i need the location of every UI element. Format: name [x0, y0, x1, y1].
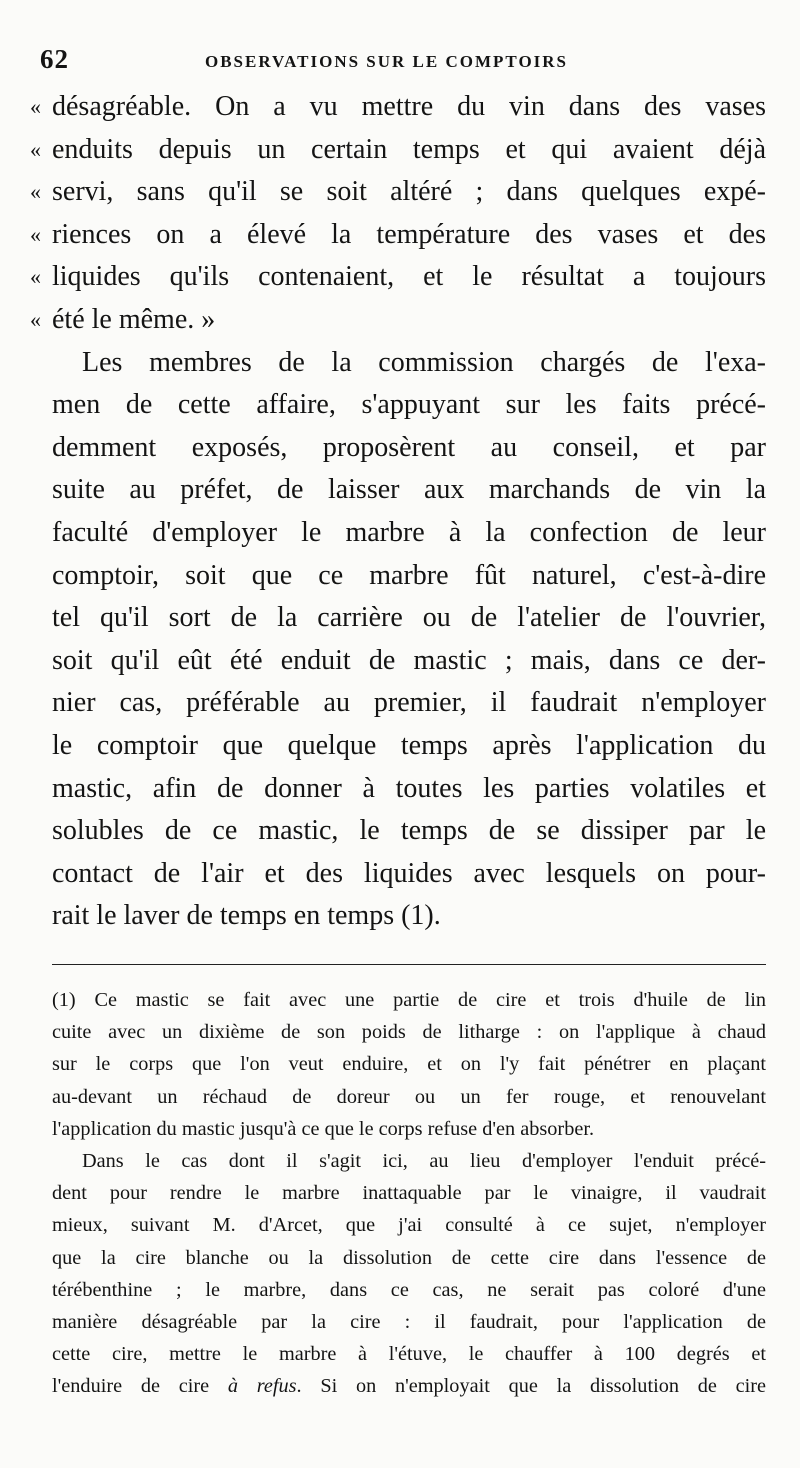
paragraph-line: mastic, afin de donner à toutes les parties volatiles et — [52, 772, 766, 804]
footnote-divider — [52, 964, 766, 965]
paragraph-line: faculté d'employer le marbre à la confection de leur — [52, 516, 766, 548]
footnote-line: cuite avec un dixième de son poids de litharge : on l'applique à chaud — [52, 1021, 766, 1044]
footnote-line: (1) Ce mastic se fait avec une partie de cire et trois d'huile de lin — [52, 989, 766, 1011]
quote-line: « été le même. » — [52, 299, 766, 342]
paragraph-line: tel qu'il sort de la carrière ou de l'atelier de l'ouvrier, — [52, 602, 766, 634]
page-header — [40, 40, 770, 80]
footnote-line: mieux, suivant M. d'Arcet, que j'ai consulté à ce sujet, n'employer — [52, 1214, 766, 1237]
paragraph-line: suite au préfet, de laisser aux marchands de vin la — [52, 474, 766, 506]
footnote — [52, 984, 766, 1403]
paragraph-line: soit qu'il eût été enduit de mastic ; mais, dans ce der- — [52, 644, 766, 676]
paragraph-line: contact de l'air et des liquides avec lesquels on pour- — [52, 857, 766, 889]
quote-mark: « — [30, 179, 41, 205]
paragraph-line: comptoir, soit que ce marbre fût naturel, c'est-à-dire — [52, 559, 766, 591]
footnote-line: que la cire blanche ou la dissolution de cette cire dans l'essence de — [52, 1246, 766, 1269]
paragraph-line: solubles de ce mastic, le temps de se dissiper par le — [52, 815, 766, 847]
quote-mark: « — [30, 221, 41, 247]
quote-line: « enduits depuis un certain temps et qui avaient déjà — [52, 129, 766, 172]
paragraph-line: le comptoir que quelque temps après l'application du — [52, 729, 766, 761]
footnote-line: manière désagréable par la cire : il faudrait, pour l'application de — [52, 1311, 766, 1334]
page-number: 62 — [40, 44, 69, 74]
footnote-line: Dans le cas dont il s'agit ici, au lieu d'employer l'enduit précé- — [82, 1150, 766, 1173]
footnote-line: cette cire, mettre le marbre à l'étuve, le chauffer à 100 degrés et — [52, 1343, 766, 1366]
quote-mark: « — [30, 264, 41, 290]
quote-mark: « — [30, 306, 41, 332]
footnote-line: térébenthine ; le marbre, dans ce cas, ne serait pas coloré d'une — [52, 1278, 766, 1301]
paragraph-line: Les membres de la commission chargés de l'exa- — [82, 346, 766, 378]
paragraph-line: demment exposés, proposèrent au conseil, et par — [52, 431, 766, 463]
running-title: OBSERVATIONS SUR LE COMPTOIRS — [205, 52, 569, 71]
quote-line: « riences on a élevé la température des vases et des — [52, 214, 766, 257]
paragraph-line: men de cette affaire, s'appuyant sur les faits précé- — [52, 389, 766, 421]
quote-line: « liquides qu'ils contenaient, et le résultat a toujours — [52, 256, 766, 299]
footnote-line: l'enduire de cire à refus. Si on n'employait que la dissolution de cire — [52, 1375, 766, 1398]
italic-term: à refus — [227, 1375, 297, 1398]
quote-mark: « — [30, 94, 41, 119]
quote-mark: « — [30, 136, 41, 162]
quote-line: « désagréable. On a vu mettre du vin dans des vases — [52, 86, 766, 129]
footnote-line: au-devant un réchaud de doreur ou un fer rouge, et renouvelant — [52, 1085, 766, 1108]
footnote-line: dent pour rendre le marbre inattaquable par le vinaigre, il vaudrait — [52, 1182, 766, 1205]
main-text — [30, 86, 766, 938]
quote-line: « servi, sans qu'il se soit altéré ; dans quelques expé- — [52, 171, 766, 214]
footnote-line: sur le corps que l'on veut enduire, et on l'y fait pénétrer en plaçant — [52, 1053, 766, 1076]
footnote-line: l'application du mastic jusqu'à ce que le corps refuse d'en absorber. — [52, 1117, 595, 1140]
paragraph-line: nier cas, préférable au premier, il faudrait n'employer — [52, 687, 766, 719]
paragraph-line: rait le laver de temps en temps (1). — [52, 900, 441, 932]
